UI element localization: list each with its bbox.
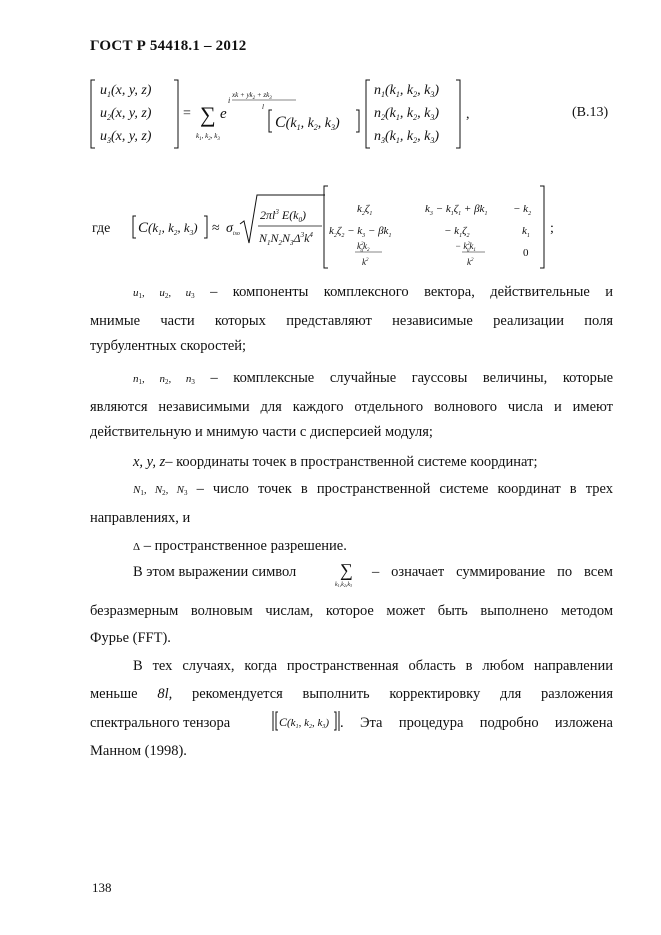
paragraph-7-line-2	[90, 684, 613, 704]
paragraph-5-text: – пространственное разрешение.	[143, 538, 347, 554]
svg-text:u3(x, y, z): $u_3(x$, y, z)	[100, 129, 152, 145]
svg-text:i: i	[228, 96, 231, 105]
svg-text:u1(x, y, z): $u_1(x$, y, z)	[100, 83, 152, 99]
svg-text:2πl3 E(k0): $2\pi l^3$ $E(k_0)$	[260, 208, 307, 224]
svg-text:σiso: $\sigma_{iso}$	[226, 221, 240, 237]
paragraph-1-line-2: мнимые части которых представляют независимые реализации поля	[90, 313, 613, 329]
paragraph-1-line-3: турбулентных скоростей;	[90, 338, 247, 354]
svg-text:N1N2N3Δ3k4: $N_1N_2N_3\Delta^3k^4$	[259, 231, 313, 247]
eight-l: 8l,	[157, 686, 173, 702]
paragraph-2-line-1: – комплексные случайные гауссовы величины, которые	[210, 370, 614, 386]
paragraph-2-line-3: действительную и мнимую части с дисперсией модуля;	[90, 424, 433, 440]
paragraph-6-before: В этом выражении символ	[133, 564, 297, 580]
svg-text:k1, k2, k3: $k_1$, $k_2$, $k_3$	[196, 132, 220, 142]
paragraph-6-after: – означает суммирование по всем	[372, 564, 613, 580]
xyz-vars: x, y, z	[133, 454, 166, 470]
svg-text:∑: ∑	[200, 102, 216, 127]
svg-text:k2ζ2 − k3 − βk1: $k_2\zeta_2 - k_3 - \beta k_1$	[329, 225, 392, 239]
svg-text:− k1ζ2: − $k_1\zeta_2$	[444, 225, 470, 239]
paragraph-7-line-2b: рекомендуется выполнить корректировку для разложения	[191, 686, 613, 702]
svg-text:k20k2: $k^2$ $0k_2$	[357, 241, 370, 254]
svg-text:n2(k1, k2, k3): $n_2(k_1$, $k_2$, $k_3$)	[374, 106, 439, 122]
document-header: ГОСТ Р 54418.1 – 2012	[90, 38, 247, 54]
paragraph-7-line-3b: . Эта процедура подробно изложена	[340, 715, 613, 731]
paragraph-7-line-2a: меньше	[90, 686, 138, 702]
paragraph-7-line-3a: спектрального тензора	[90, 715, 231, 731]
svg-text:k2: $k^2$	[362, 257, 369, 267]
paragraph-7-line-1: В тех случаях, когда пространственная область в любом направлении	[133, 658, 613, 674]
where-label: где	[92, 221, 111, 236]
paragraph-resolution	[90, 536, 613, 557]
paragraph-3-text: – координаты точек в пространственной системе координат;	[165, 454, 538, 470]
svg-text:k3 − k1ζ1 + βk1: $k_3 - k_1\zeta_1 + \beta k_1$	[425, 203, 488, 217]
paragraph-point-counts	[90, 479, 613, 503]
equals-sign: =	[183, 106, 191, 121]
paragraph-7-line-4: Манном (1998).	[90, 743, 187, 759]
equation-comma: ,	[466, 107, 470, 122]
n-vars: $n_1$, $n_2$, $n_3$	[133, 373, 195, 386]
svg-text:C(k1, k2, k3): C(k1, k2, k3)	[279, 715, 330, 730]
svg-text:k1: $k_1$	[522, 225, 530, 239]
svg-text:− k2: − $k_2$	[513, 203, 532, 217]
paragraph-2-line-2: являются независимыми для каждого отдельного волнового числа и имеют	[90, 399, 613, 415]
svg-text:xk + yk2 + zk3: xk + $yk_2 + zk_3$	[232, 91, 272, 101]
equation-block	[0, 0, 661, 290]
matrix-semicolon: ;	[550, 221, 554, 236]
u-vars: $u_1$, $u_2$, $u_3$	[133, 287, 195, 300]
svg-text:C(k1, k2, k3): $C(k_1$, $k_2$, $k_3$)	[138, 220, 198, 237]
equation-b13	[91, 80, 470, 148]
N-vars: $N_1$, $N_2$, $N_3$	[133, 484, 188, 497]
svg-text:n3(k1, k2, k3): $n_3(k_1$, $k_2$, $k_3$)	[374, 129, 439, 145]
svg-text:k2: $k^2$	[467, 257, 474, 267]
paragraph-6-line-2: безразмерным волновым числам, которое может быть выполнено методом	[90, 603, 613, 619]
svg-text:k1,k2,k3: k1,k2,k3	[335, 582, 353, 588]
svg-text:C(k1, k2, k3): C(k1, k2, k3)	[275, 114, 340, 132]
svg-text:u2(x, y, z): $u_2(x$, y, z)	[100, 106, 152, 122]
paragraph-components	[90, 282, 613, 306]
c-matrix-definition	[92, 186, 554, 268]
paragraph-random-variables	[90, 368, 613, 392]
svg-text:e: e	[220, 106, 227, 122]
svg-text:0: 0	[523, 247, 529, 259]
svg-text:n1(k1, k2, k3): $n_1(k_1$, $k_2$, $k_3$)	[374, 83, 439, 99]
page-number: 138	[92, 880, 112, 895]
paragraph-coordinates	[90, 452, 613, 472]
equation-number: (В.13)	[572, 105, 609, 120]
paragraph-6-line-3: Фурье (FFT).	[90, 630, 171, 646]
delta-symbol: Δ	[133, 541, 141, 553]
svg-text:∑: ∑	[340, 560, 353, 580]
tensor-modulus-expression	[266, 707, 346, 735]
summation-symbol	[334, 556, 364, 590]
svg-text:− k20k1: − $k^2$ $0k_1$	[455, 241, 476, 254]
paragraph-4-line-1: – число точек в пространственной системе координат в трех	[196, 481, 613, 497]
approx-sign: ≈	[212, 221, 220, 236]
svg-text:l: l	[262, 103, 264, 111]
paragraph-1-line-1: – компоненты комплексного вектора, действительные и	[210, 284, 613, 300]
paragraph-4-line-2: направлениях, и	[90, 510, 191, 526]
svg-text:k2ζ1: $k_2\zeta_1$	[357, 203, 373, 217]
